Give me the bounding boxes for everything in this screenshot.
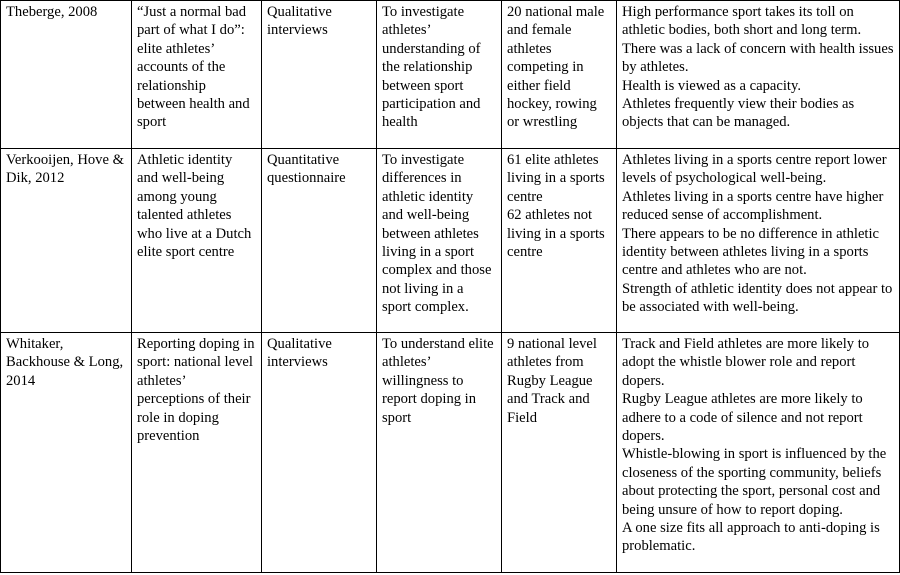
study-title-cell: “Just a normal bad part of what I do”: elite athletes’ accounts of the relationship between health and sport <box>132 1 262 149</box>
sample-cell <box>502 149 617 333</box>
method-cell: Qualitative interviews <box>262 1 377 149</box>
method-cell: Qualitative interviews <box>262 333 377 573</box>
sample-cell: 9 national level athletes from Rugby League and Track and Field <box>502 333 617 573</box>
aim-cell: To investigate athletes’ understanding of the relationship between sport participation and health <box>377 1 502 149</box>
finding-item: Rugby League athletes are more likely to adhere to a code of silence and not report dopers. <box>622 391 863 445</box>
author-cell: Theberge, 2008 <box>1 1 132 149</box>
finding-item: Athletes frequently view their bodies as objects that can be managed. <box>622 96 855 131</box>
aim-cell: To understand elite athletes’ willingness to report doping in sport <box>377 333 502 573</box>
finding-item: Whistle-blowing in sport is influenced by the closeness of the sporting community, beliefs about protecting the sport, personal cost and being unsure of how to report doping. <box>622 446 887 518</box>
findings-cell <box>617 149 900 333</box>
study-title-cell: Reporting doping in sport: national level athletes’ perceptions of their role in doping prevention <box>132 333 262 573</box>
finding-item: Health is viewed as a capacity. <box>622 77 801 94</box>
finding-item: Athletes living in a sports centre have higher reduced sense of accomplishment. <box>622 188 884 224</box>
finding-item: High performance sport takes its toll on athletic bodies, both short and long term. <box>622 4 862 39</box>
findings-cell <box>617 1 900 149</box>
author-cell: Verkooijen, Hove & Dik, 2012 <box>1 149 132 333</box>
finding-item: There was a lack of concern with health issues by athletes. <box>622 40 894 76</box>
sample-line: 61 elite athletes living in a sports centre <box>507 152 605 205</box>
table-row <box>1 1 900 149</box>
method-cell: Quantitative questionnaire <box>262 149 377 333</box>
aim-cell: To investigate differences in athletic identity and well-being between athletes living in a sport complex and those not living in a sport complex. <box>377 149 502 333</box>
table-row <box>1 333 900 573</box>
study-title-cell: Athletic identity and well-being among young talented athletes who live at a Dutch elite sport centre <box>132 149 262 333</box>
finding-item: Strength of athletic identity does not appear to be associated with well-being. <box>622 280 893 316</box>
finding-item: Athletes living in a sports centre report lower levels of psychological well-being. <box>622 152 887 187</box>
table-row <box>1 149 900 333</box>
finding-item: A one size fits all approach to anti-doping is problematic. <box>622 520 880 555</box>
finding-item: Track and Field athletes are more likely to adopt the whistle blower role and report dopers. <box>622 336 870 389</box>
sample-cell: 20 national male and female athletes competing in either field hockey, rowing or wrestling <box>502 1 617 149</box>
finding-item: There appears to be no difference in athletic identity between athletes living in a sports centre and athletes who are not. <box>622 225 880 279</box>
findings-cell <box>617 333 900 573</box>
sample-line: 62 athletes not living in a sports centre <box>507 207 605 261</box>
author-cell: Whitaker, Backhouse & Long, 2014 <box>1 333 132 573</box>
